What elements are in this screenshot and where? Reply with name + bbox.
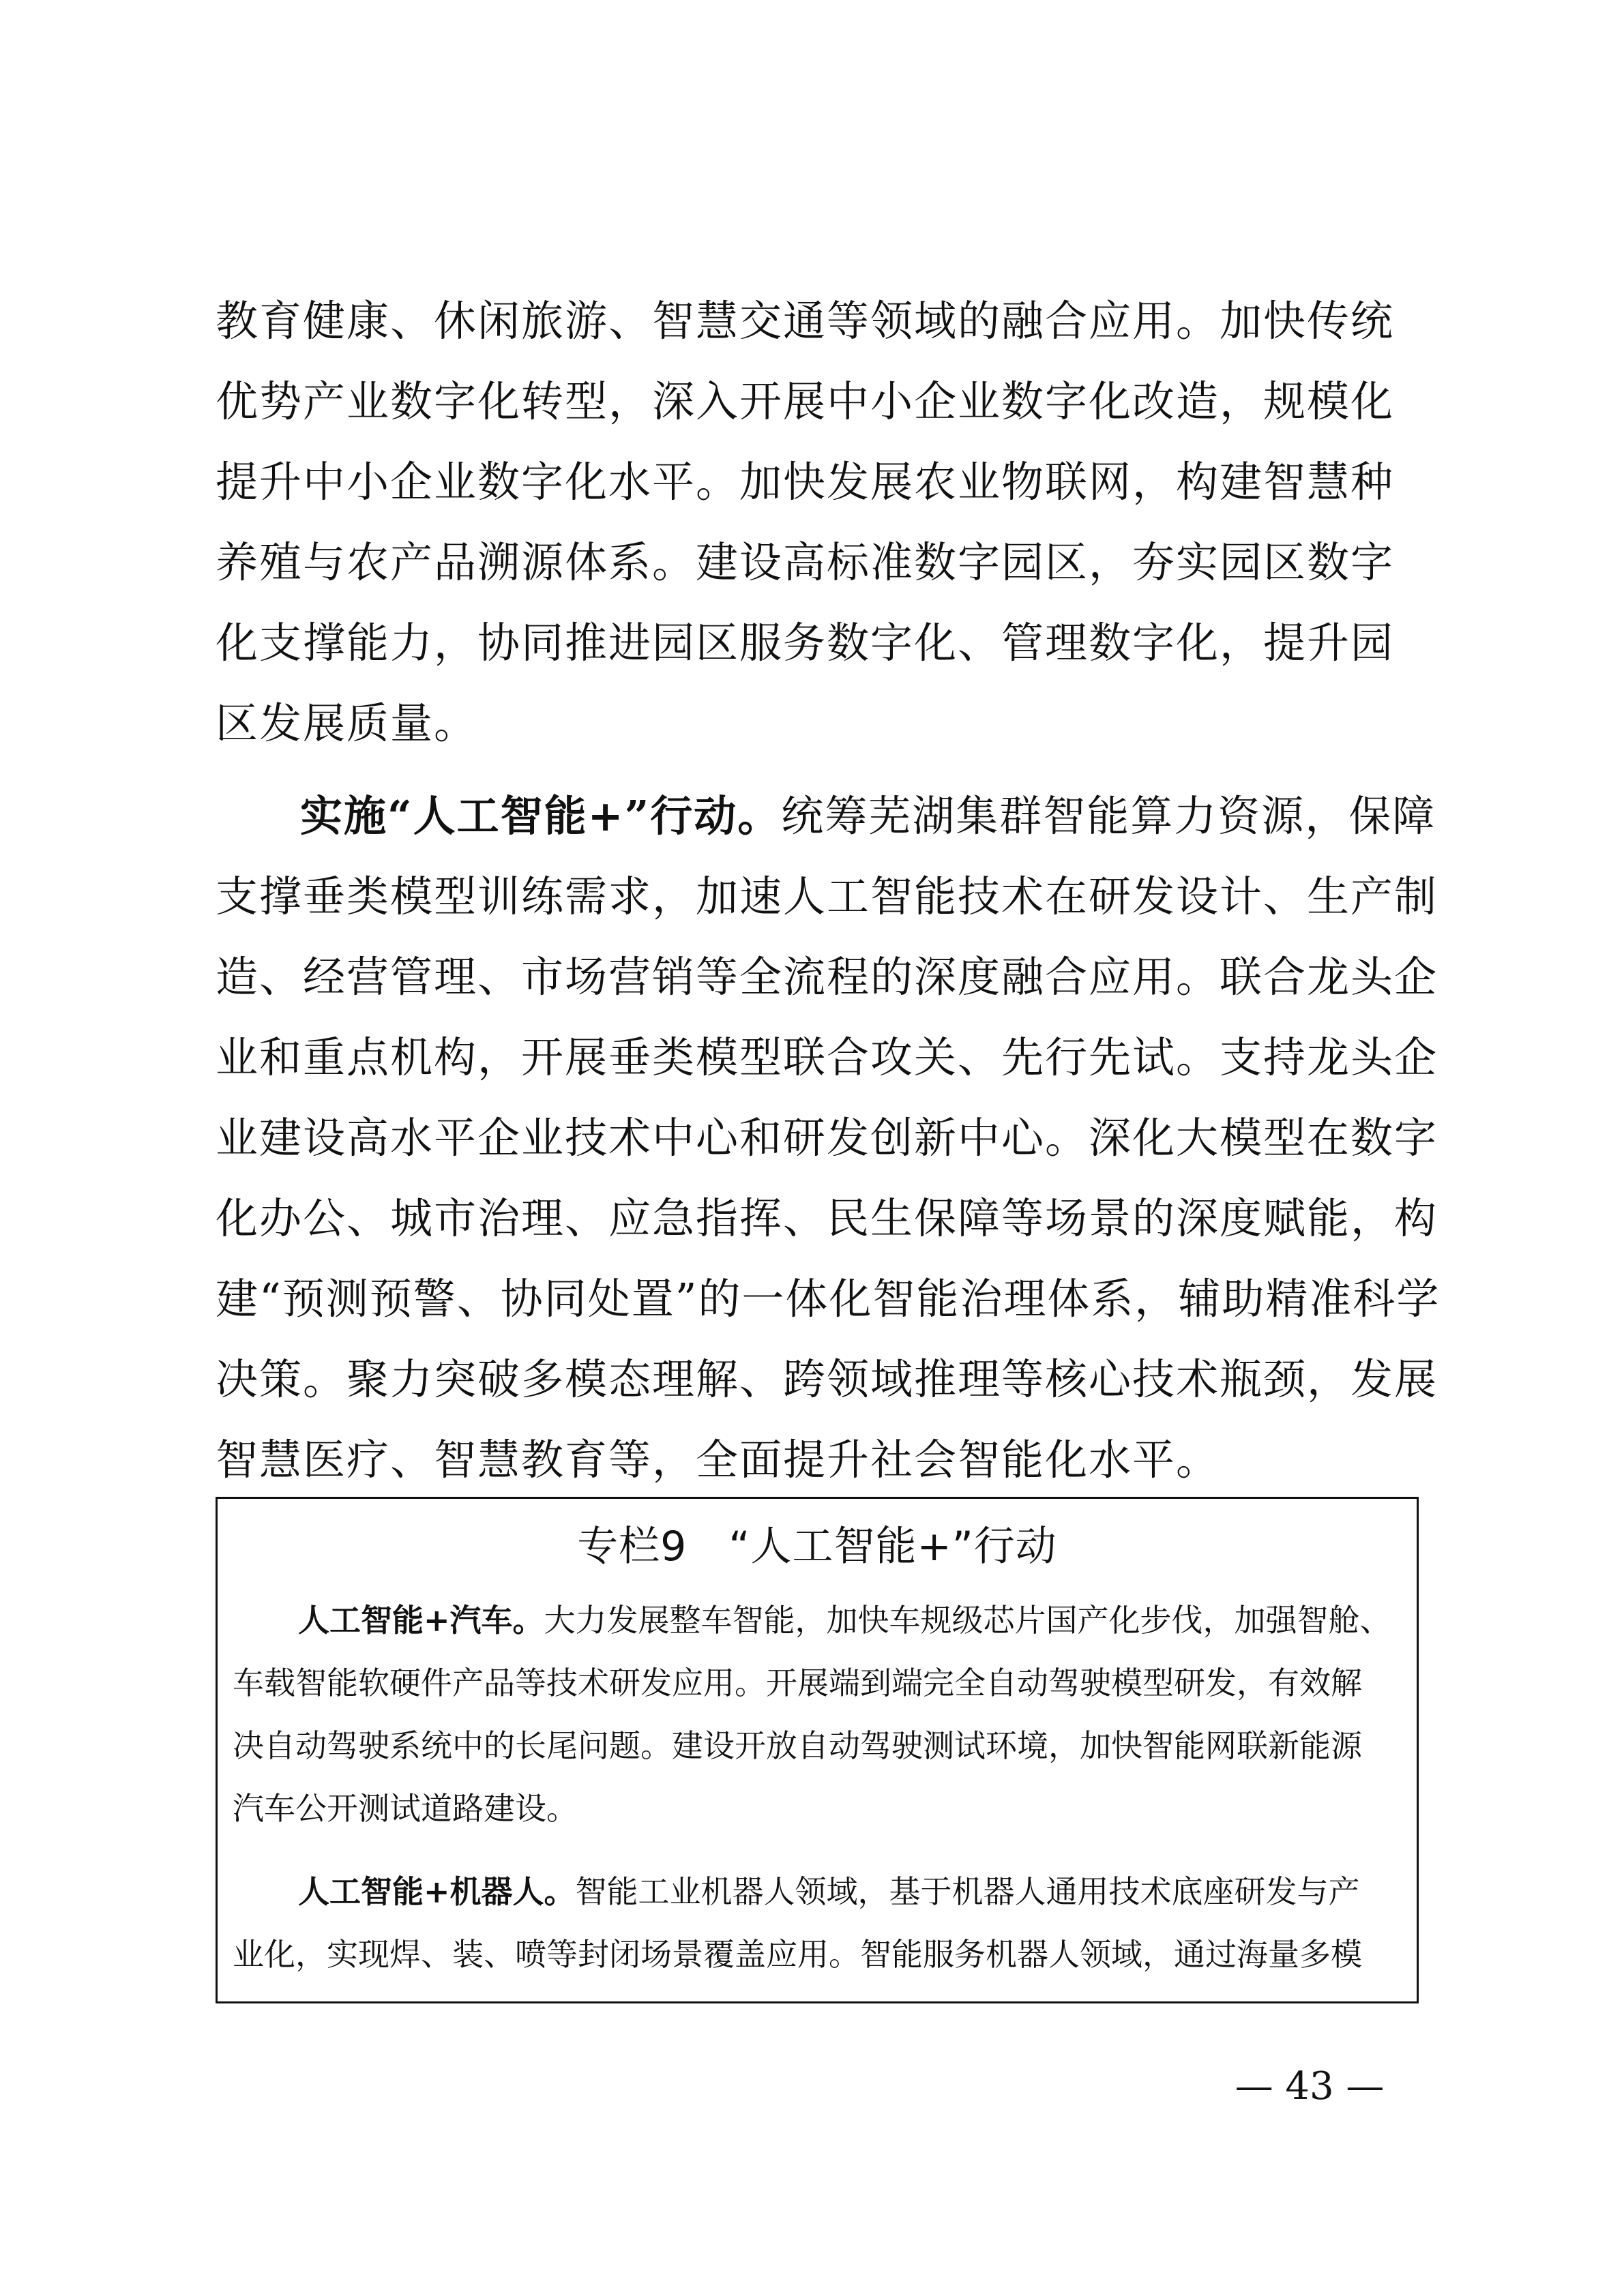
text-line: 业建设高水平企业技术中心和研发创新中心。深化大模型在数字 — [216, 1113, 1438, 1163]
item-heading: 人工智能+机器人。 — [298, 1873, 576, 1910]
text-line: 车载智能软硬件产品等技术研发应用。开展端到端完全自动驾驶模型研发，有效解 — [233, 1665, 1362, 1701]
page-number: — 43 — — [1235, 2064, 1385, 2108]
column-box-item-2 — [233, 1860, 1406, 1986]
text-line: 提升中小企业数字化水平。加快发展农业物联网，构建智慧种 — [216, 457, 1395, 507]
text-line: 建“预测预警、协同处置”的一体化智能治理体系，辅助精准科学 — [216, 1274, 1441, 1324]
text-line: 汽车公开测试道路建设。 — [233, 1790, 578, 1827]
text-line: 养殖与农产品溯源体系。建设高标准数字园区，夯实园区数字 — [216, 537, 1395, 587]
text-span: 大力发展整车智能，加快车规级芯片国产化步伐，加强智舱、 — [544, 1602, 1391, 1639]
text-line: 化支撑能力，协同推进园区服务数字化、管理数字化，提升园 — [216, 618, 1395, 668]
text-line: 化办公、城市治理、应急指挥、民生保障等场景的深度赋能，构 — [216, 1193, 1438, 1243]
text-line — [233, 1860, 1406, 1923]
text-line: 教育健康、休闲旅游、智慧交通等领域的融合应用。加快传统 — [216, 296, 1395, 346]
text-line: 支撑垂类模型训练需求，加速人工智能技术在研发设计、生产制 — [216, 871, 1438, 921]
body-paragraph-2 — [216, 776, 1441, 1500]
text-line: 决自动驾驶系统中的长尾问题。建设开放自动驾驶测试环境，加快智能网联新能源 — [233, 1727, 1362, 1764]
body-paragraph-1 — [216, 281, 1423, 764]
column-box-item-1 — [233, 1589, 1406, 1840]
text-span: 统筹芜湖集群智能算力资源，保障 — [781, 791, 1436, 841]
paragraph-heading: 实施“人工智能+”行动。 — [300, 791, 782, 841]
item-heading: 人工智能+汽车。 — [298, 1602, 544, 1639]
text-line — [233, 1589, 1406, 1652]
text-line: 决策。聚力突破多模态理解、跨领域推理等核心技术瓶颈，发展 — [216, 1354, 1438, 1404]
text-span: 智能工业机器人领域，基于机器人通用技术底座研发与产 — [575, 1873, 1360, 1910]
text-line — [216, 776, 1436, 856]
text-line: 造、经营管理、市场营销等全流程的深度融合应用。联合龙头企 — [216, 952, 1438, 1002]
text-line: 业和重点机构，开展垂类模型联合攻关、先行先试。支持龙头企 — [216, 1032, 1438, 1082]
text-line: 智慧医疗、智慧教育等，全面提升社会智能化水平。 — [216, 1435, 1220, 1485]
column-box — [216, 1497, 1419, 2003]
text-line: 业化，实现焊、装、喷等封闭场景覆盖应用。智能服务机器人领域，通过海量多模 — [233, 1936, 1362, 1973]
text-line: 优势产业数字化转型，深入开展中小企业数字化改造，规模化 — [216, 376, 1395, 426]
text-line: 区发展质量。 — [216, 698, 478, 748]
column-box-title: 专栏9 “人工智能+”行动 — [577, 1523, 1057, 1570]
